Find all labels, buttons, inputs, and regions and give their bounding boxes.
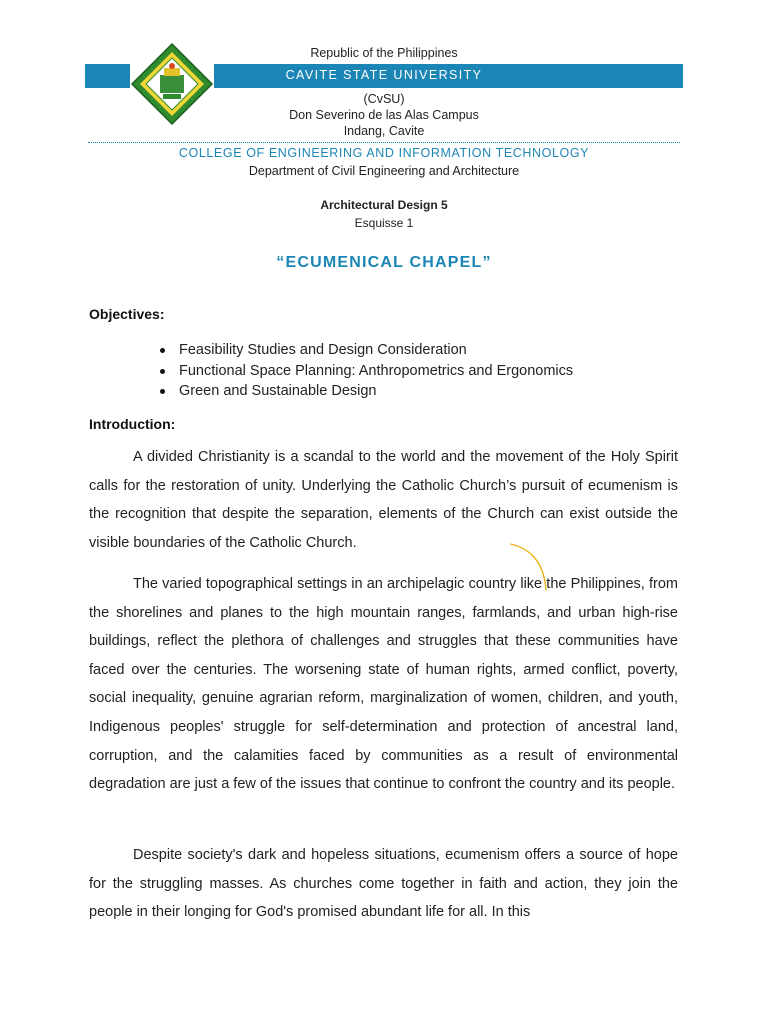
intro-paragraph-1: A divided Christianity is a scandal to the world and the movement of the Holy Spirit calls for the restoration of unity. Underlying the Catholic Church’s pursuit of ecumenism is the recognition that despite the separation, elements of the Church can exist outside the visible boundaries of the Catholic Church. [89, 449, 678, 551]
campus-name: Don Severino de las Alas Campus [289, 108, 479, 122]
header-divider [88, 142, 680, 143]
intro-paragraph-2: The varied topographical settings in an archipelagic country like the Philippines, from the shorelines and planes to the high mountain ranges, farmlands, and urban high-rise buildings, reflect the plethora of challenges and struggles that these communities have faced over the centuries. The worsening state of human rights, armed conflict, poverty, social inequality, genuine agrarian reform, marginalization of women, children, and youth, Indigenous peoples' struggle for self-determination and protection of ancestral land, corruption, and the calamities faced by communities as a result of environmental degradation are just a few of the issues that continue to confront the country and its people. [89, 576, 678, 793]
republic-line: Republic of the Philippines [310, 46, 458, 60]
pen-mark-icon [500, 540, 560, 600]
objectives-heading: Objectives: [89, 306, 165, 322]
course-name: Architectural Design 5 [320, 198, 448, 212]
university-name: CAVITE STATE UNIVERSITY [285, 68, 483, 82]
introduction-heading: Introduction: [89, 416, 176, 432]
list-item: Functional Space Planning: Anthropometrics and Ergonomics [160, 361, 573, 382]
university-abbrev: (CvSU) [363, 92, 405, 106]
list-item: Green and Sustainable Design [160, 381, 573, 402]
town-name: Indang, Cavite [343, 124, 425, 138]
list-item: Feasibility Studies and Design Consideration [160, 340, 573, 361]
college-name: COLLEGE OF ENGINEERING AND INFORMATION TECHNOLOGY [178, 146, 590, 160]
document-title: “ECUMENICAL CHAPEL” [276, 254, 492, 271]
objectives-list [160, 340, 573, 402]
department-name: Department of Civil Engineering and Architecture [248, 164, 520, 178]
exercise-name: Esquisse 1 [354, 216, 414, 230]
intro-paragraph-3: Despite society's dark and hopeless situations, ecumenism offers a source of hope for the struggling masses. As churches come together in faith and action, they join the people in their longing for God's promised abundant life for all. In this [89, 847, 678, 921]
